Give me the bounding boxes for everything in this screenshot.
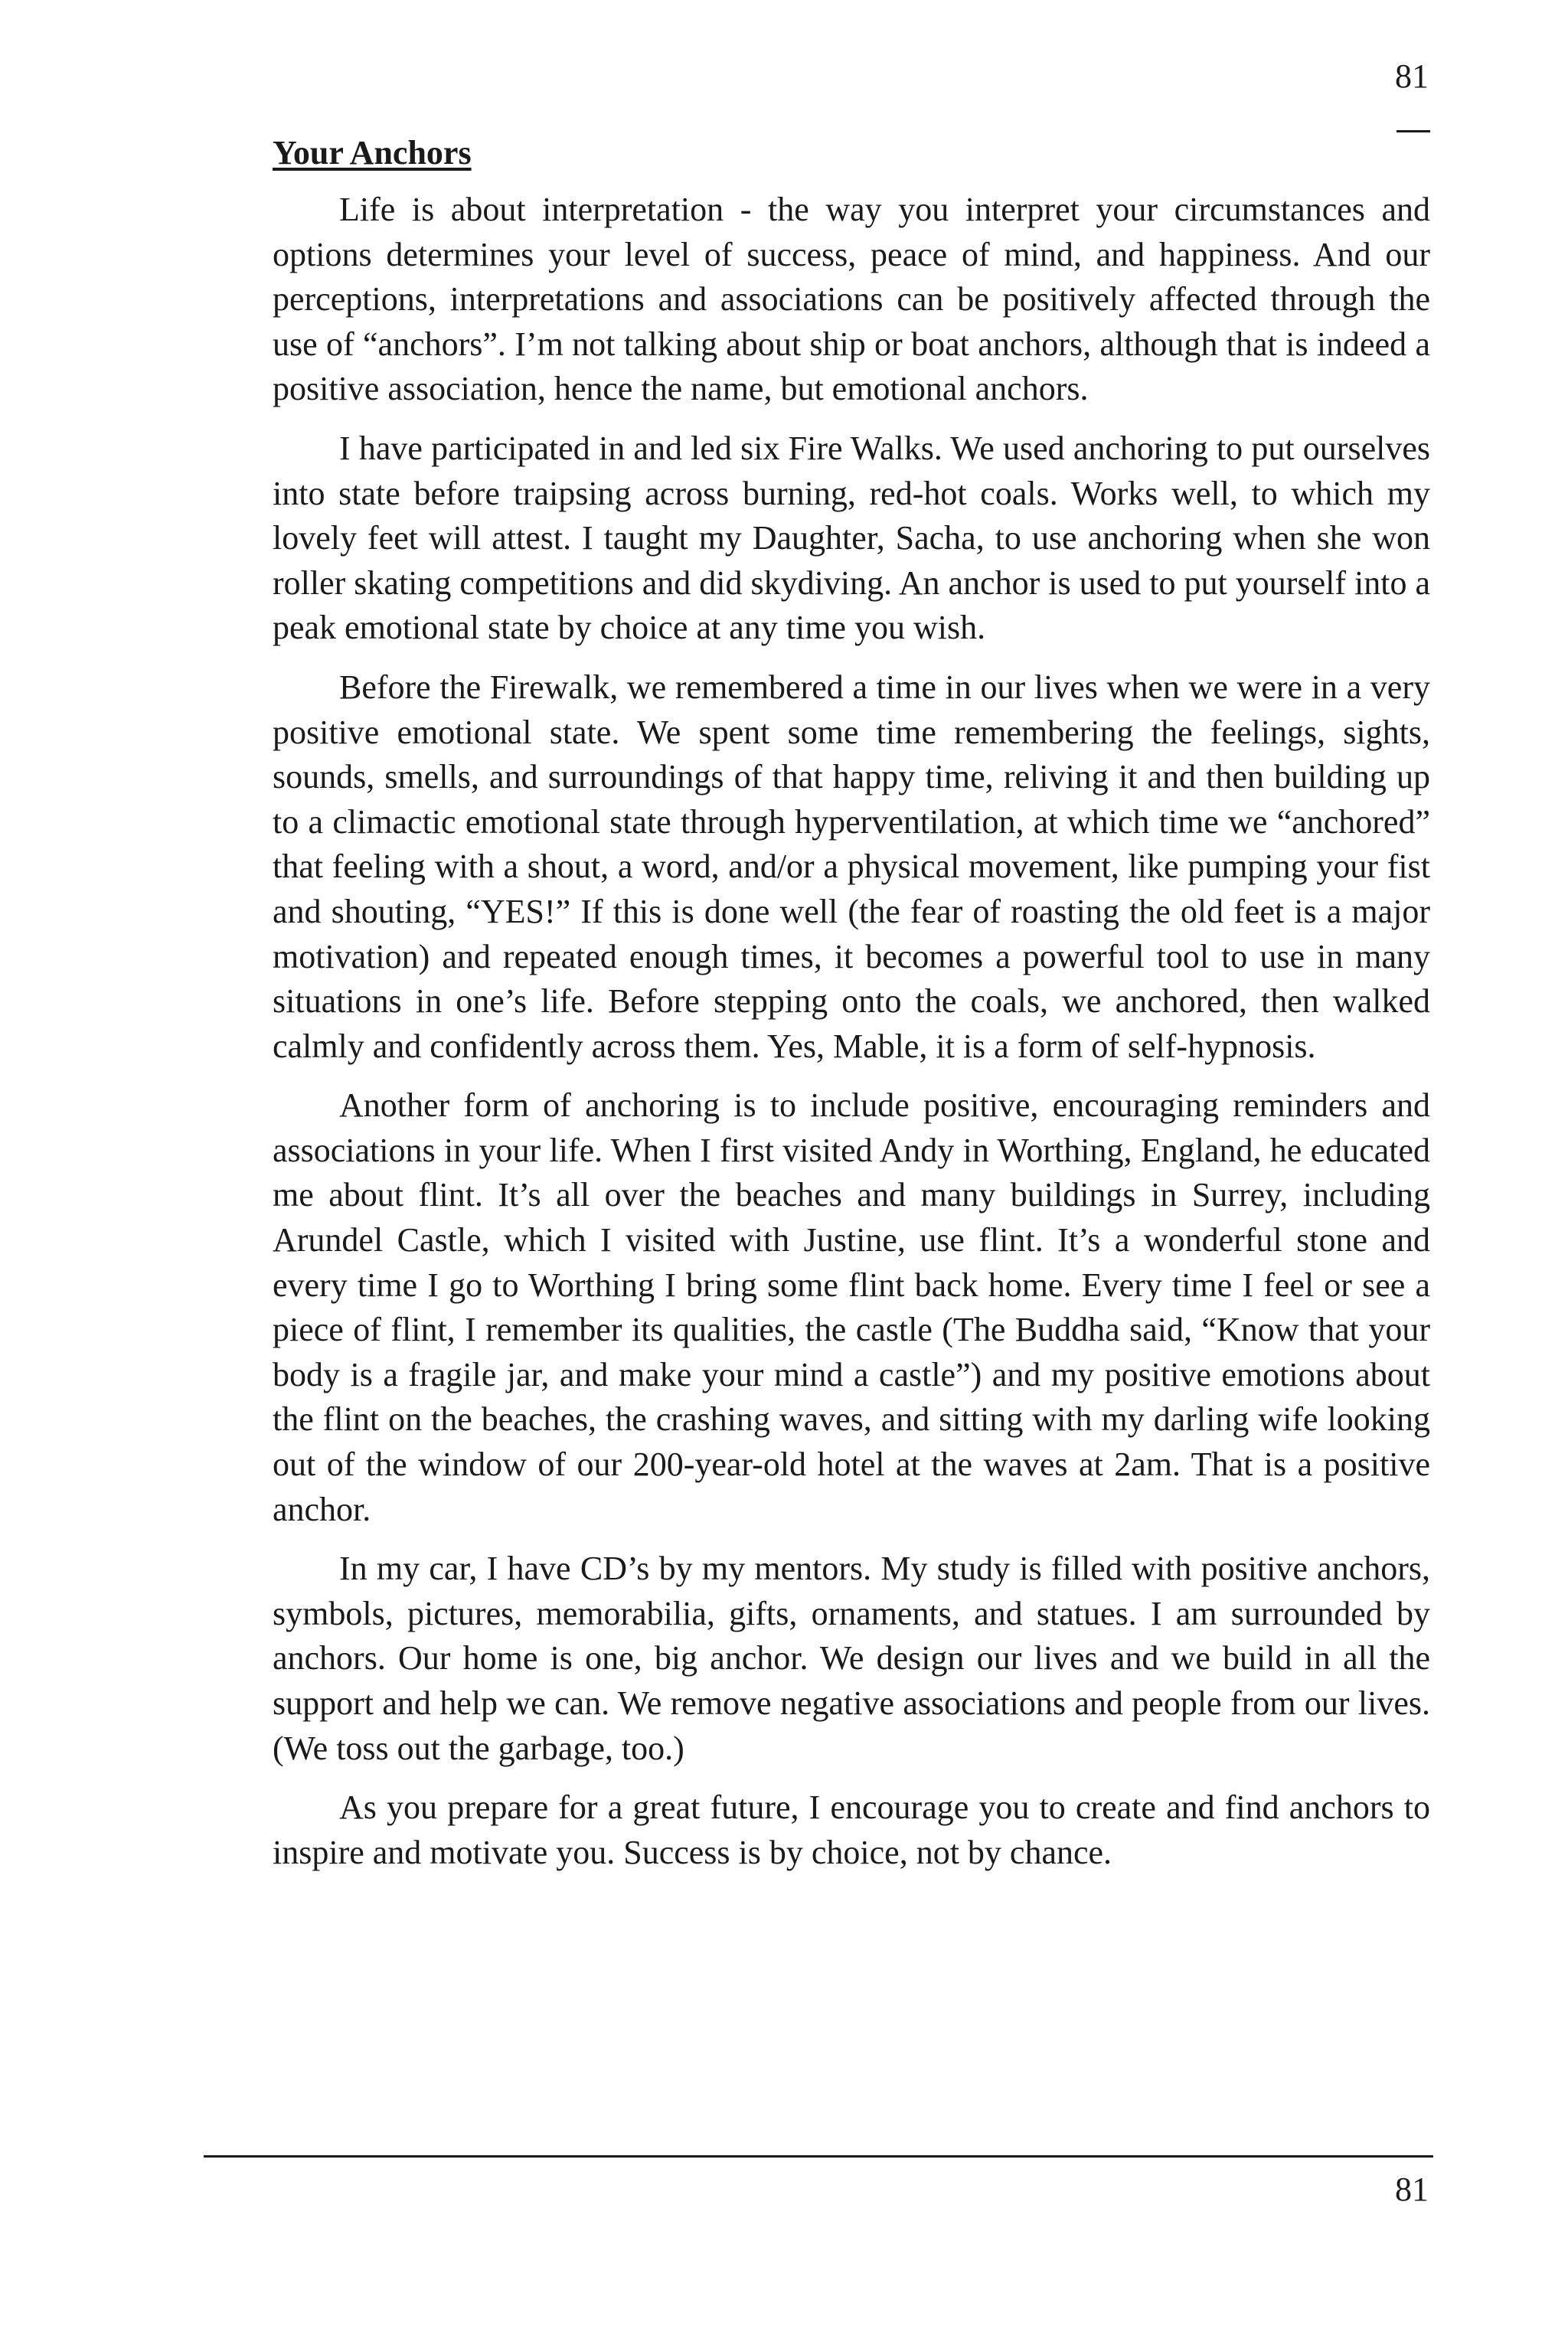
paragraph-fire-walks: I have participated in and led six Fire Walks. We used anchoring to put ourselves into state before traipsing across burning, red-hot coals. Works well, to which my lovely feet will attest. I taught my Daughter, Sacha, to use anchoring when she won roller skating competitions and did skydiving. An anchor is used to put yourself into a peak emotional state by choice at any time you wish. xyxy=(273,429,1430,647)
paragraph-surrounded-by-anchors: In my car, I have CD’s by my mentors. My study is filled with positive anchors, symbols, pictures, memorabilia, gifts, ornaments, and statues. I am surrounded by anchors. Our home is one, big anchor. We design our lives and we build in all the support and help we can. We remove negative associations and people from our lives. (We toss out the garbage, too.) xyxy=(273,1550,1430,1767)
paragraph-firewalk-anchoring: Before the Firewalk, we remembered a time in our lives when we were in a very positive emotional state. We spent some time remembering the feelings, sights, sounds, smells, and surroundings of that happy time, reliving it and then building up to a climactic emotional state through hyperventilation, at which time we “anchored” that feeling with a shout, a word, and/or a physical movement, like pumping your fist and shouting, “YES!” If this is done well (the fear of roasting the old feet is a major motivation) and repeated enough times, it becomes a powerful tool to use in many situations in one’s life. Before stepping onto the coals, we anchored, then walked calmly and confidently across them. Yes, Mable, it is a form of self-hypnosis. xyxy=(273,668,1430,1065)
paragraph-interpretation: Life is about interpretation - the way you interpret your circumstances and options determines your level of success, peace of mind, and happiness. And our perceptions, interpretations and associations can be positively affected through the use of “anchors”. I’m not talking about ship or boat anchors, although that is indeed a positive association, hence the name, but emotional anchors. xyxy=(273,191,1430,408)
page-number-top: 81 xyxy=(1395,57,1429,95)
page-number-bottom: 81 xyxy=(1395,2171,1429,2208)
section-heading: Your Anchors xyxy=(273,134,472,172)
paragraph-conclusion: As you prepare for a great future, I encourage you to create and find anchors to inspire and motivate you. Success is by choice, not by chance. xyxy=(273,1788,1430,1871)
page-content xyxy=(273,132,1430,1890)
footer-rule xyxy=(204,2155,1433,2158)
paragraph-flint: Another form of anchoring is to include positive, encouraging reminders and associations in your life. When I first visited Andy in Worthing, England, he educated me about flint. It’s all over the beaches and many buildings in Surrey, including Arundel Castle, which I visited with Justine, use flint. It’s a wonderful stone and every time I go to Worthing I bring some flint back home. Every time I feel or see a piece of flint, I remember its qualities, the castle (The Buddha said, “Know that your body is a fragile jar, and make your mind a castle”) and my positive emotions about the flint on the beaches, the crashing waves, and sitting with my darling wife looking out of the window of our 200-year-old hotel at the waves at 2am. That is a positive anchor. xyxy=(273,1086,1430,1528)
